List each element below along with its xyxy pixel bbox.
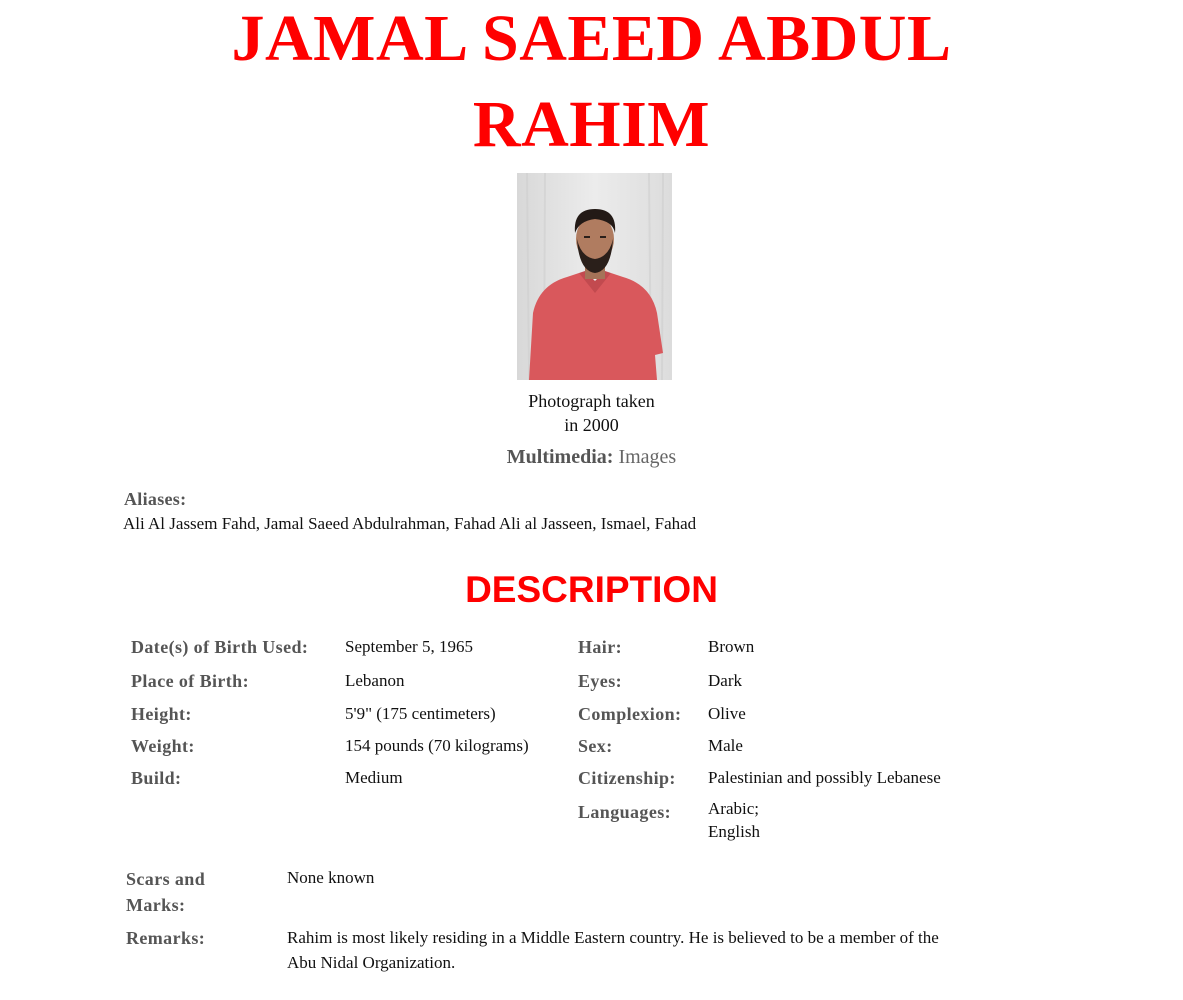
scars-label-line-1: Scars and	[126, 869, 206, 889]
place-of-birth-label: Place of Birth:	[131, 671, 249, 691]
complexion-label: Complexion:	[578, 704, 682, 724]
title-line-1: JAMAL SAEED ABDUL	[231, 2, 952, 75]
page-title	[0, 0, 1183, 168]
dob-label: Date(s) of Birth Used:	[131, 637, 309, 657]
remarks-value-line-1: Rahim is most likely residing in a Middle Eastern country. He is believed to be a member of the	[287, 928, 939, 947]
sex-label: Sex:	[578, 736, 613, 756]
languages-label: Languages:	[578, 802, 672, 822]
height-value: 5'9" (175 centimeters)	[345, 704, 496, 723]
aliases-value: Ali Al Jassem Fahd, Jamal Saeed Abdulrahman, Fahad Ali al Jasseen, Ismael, Fahad	[123, 514, 697, 533]
multimedia-row	[0, 445, 1183, 469]
citizenship-value: Palestinian and possibly Lebanese	[708, 768, 941, 787]
citizenship-label: Citizenship:	[578, 768, 676, 788]
place-of-birth-value: Lebanon	[345, 671, 405, 690]
hair-label: Hair:	[578, 637, 622, 657]
hair-value: Brown	[708, 637, 755, 656]
scars-value: None known	[287, 868, 375, 887]
languages-value-line-2: English	[708, 822, 760, 841]
title-line-2: RAHIM	[472, 88, 711, 161]
build-label: Build:	[131, 768, 182, 788]
build-value: Medium	[345, 768, 403, 787]
eyes-label: Eyes:	[578, 671, 622, 691]
remarks-value-line-2: Abu Nidal Organization.	[287, 953, 456, 972]
aliases-label: Aliases:	[124, 489, 187, 509]
photo-illustration	[517, 173, 672, 380]
multimedia-label: Multimedia:	[506, 446, 614, 468]
photo-caption	[0, 389, 1183, 437]
languages-value-line-1: Arabic;	[708, 799, 759, 818]
remarks-label: Remarks:	[126, 928, 206, 948]
description-heading: DESCRIPTION	[465, 569, 718, 610]
photo-caption-line-2: in 2000	[564, 415, 619, 435]
dob-value: September 5, 1965	[345, 637, 473, 656]
complexion-value: Olive	[708, 704, 746, 723]
subject-photograph[interactable]	[517, 173, 672, 380]
eyes-value: Dark	[708, 671, 742, 690]
scars-label-line-2: Marks:	[126, 895, 186, 915]
photo-caption-line-1: Photograph taken	[528, 391, 655, 411]
height-label: Height:	[131, 704, 192, 724]
sex-value: Male	[708, 736, 743, 755]
weight-value: 154 pounds (70 kilograms)	[345, 736, 529, 755]
multimedia-images-link[interactable]: Images	[618, 446, 677, 468]
weight-label: Weight:	[131, 736, 195, 756]
